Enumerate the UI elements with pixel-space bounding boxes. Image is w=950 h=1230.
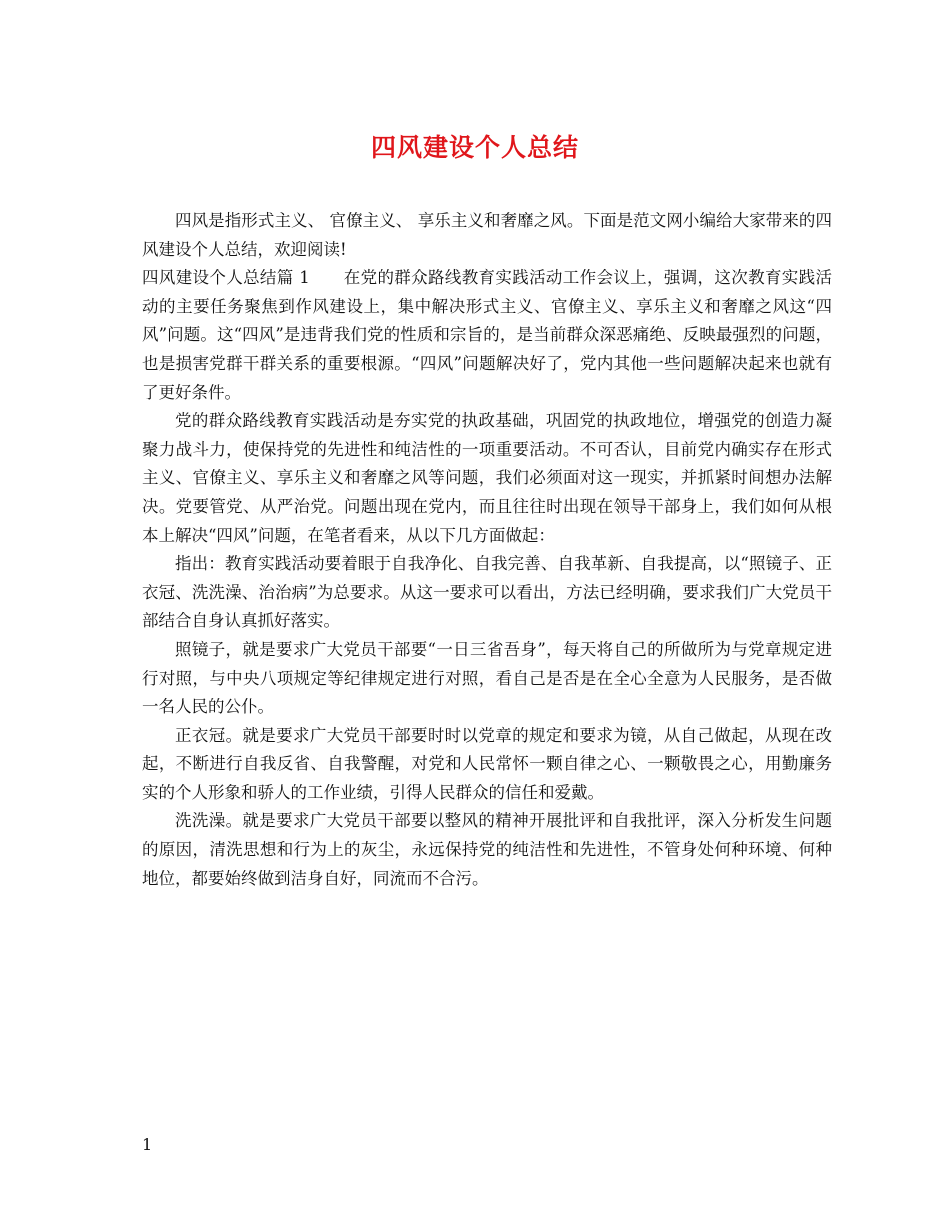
paragraph-intro: 四风是指形式主义、 官僚主义、 享乐主义和奢靡之风。下面是范文网小编给大家带来的四风建设个人总结，欢迎阅读! (142, 211, 832, 259)
paragraph-mirror: 照镜子，就是要求广大党员干部要“一日三省吾身”，每天将自己的所做所为与党章规定进行对照，与中央八项规定等纪律规定进行对照，看自己是否是在全心全意为人民服务，是否做一名人民的公仆。 (142, 639, 832, 717)
paragraph-attire: 正衣冠。就是要求广大党员干部要时时以党章的规定和要求为镜，从自己做起，从现在改起，不断进行自我反省、自我警醒，对党和人民常怀一颗自律之心、一颗敬畏之心，用勤廉务实的个人形象和骄人的工作业绩，引得人民群众的信任和爱戴。 (142, 725, 832, 802)
paragraph-section-1: 四风建设个人总结篇 1 在党的群众路线教育实践活动工作会议上，强调，这次教育实践活动的主要任务聚焦到作风建设上，集中解决形式主义、官僚主义、享乐主义和奢靡之风这“四风”问题。这“四风”是违背我们党的性质和宗旨的，是当前群众深恶痛绝、反映最强烈的问题，也是损害党群干群关系的重要根源。“四风”问题解决好了，党内其他一些问题解决起来也就有了更好条件。 (142, 268, 832, 402)
paragraph-activity: 党的群众路线教育实践活动是夯实党的执政基础，巩固党的执政地位，增强党的创造力凝聚力战斗力，使保持党的先进性和纯洁性的一项重要活动。不可否认，目前党内确实存在形式主义、官僚主义、享乐主义和奢靡之风等问题，我们必须面对这一现实，并抓紧时间想办法解决。党要管党、从严治党。问题出现在党内，而且往往时出现在领导干部身上，我们如何从根本上解决“四风”问题，在笔者看来，从以下几方面做起： (142, 411, 832, 545)
paragraph-requirements: 指出：教育实践活动要着眼于自我净化、自我完善、自我革新、自我提高，以“照镜子、正衣冠、洗洗澡、治治病”为总要求。从这一要求可以看出，方法已经明确，要求我们广大党员干部结合自身认真抓好落实。 (142, 554, 832, 631)
paragraph-bath: 洗洗澡。就是要求广大党员干部要以整风的精神开展批评和自我批评，深入分析发生问题的原因，清洗思想和行为上的灰尘，永远保持党的纯洁性和先进性，不管身处何种环境、何种地位，都要始终做到洁身自好，同流而不合污。 (142, 811, 832, 888)
document-body (142, 207, 832, 893)
page-number: 1 (142, 1135, 153, 1154)
document-title: 四风建设个人总结 (370, 133, 579, 162)
